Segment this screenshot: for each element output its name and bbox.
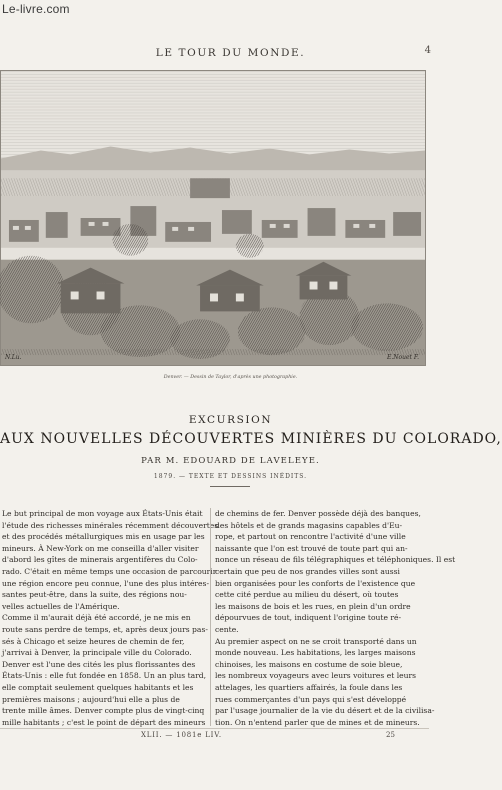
- text-line: monde nouveau. Les habitations, les larges maisons: [215, 648, 416, 658]
- text-column-left: [2, 508, 219, 730]
- engraver-signature: E.Nouet F.: [386, 354, 419, 361]
- text-line: mille habitants ; c'est le point de départ des mineurs: [2, 717, 206, 727]
- text-line: une région encore peu connue, l'une des plus intéres-: [2, 578, 210, 588]
- text-line: rope, et partout on rencontre l'activité d'une ville: [215, 532, 406, 542]
- text-line: trente mille âmes. Denver compte plus de vingt-cinq: [2, 706, 205, 716]
- text-line: des hôtels et de grands magasins capables d'Eu-: [215, 520, 403, 530]
- text-line: rues commerçantes d'un pays qui s'est développé: [215, 694, 407, 704]
- text-line: de chemins de fer. Denver possède déjà des banques,: [215, 509, 421, 518]
- text-line: attelages, les quartiers affairés, la foule dans les: [215, 682, 403, 692]
- running-head: LE TOUR DU MONDE.: [155, 47, 306, 59]
- page-number: 4: [424, 45, 431, 56]
- article-dateline: 1879. — TEXTE ET DESSINS INÉDITS.: [153, 473, 308, 480]
- column-divider: [210, 508, 211, 726]
- text-line: velles actuelles de l'Amérique.: [2, 601, 120, 611]
- street: [1, 248, 425, 262]
- illustration-caption: Denver. — Dessin de Taylor, d'après une photographie.: [163, 375, 298, 380]
- text-line: Comme il m'aurait déjà été accordé, je ne mis en: [2, 613, 191, 623]
- text-line: elle comptait seulement quelques habitants et les: [2, 682, 194, 692]
- text-line: et des procédés métallurgiques mis en usage par les: [2, 532, 205, 542]
- footer-signature-mark: 25: [386, 731, 395, 739]
- text-line: cette cité perdue au milieu du désert, où toutes: [215, 590, 399, 600]
- text-column-right: [215, 508, 456, 730]
- text-line: premières maisons ; aujourd'hui elle a plus de: [2, 694, 180, 704]
- text-line: Le but principal de mon voyage aux États-Unis était: [2, 509, 203, 518]
- text-line: dépourvues de tout, indiquent l'origine toute ré-: [215, 613, 402, 623]
- text-line: sés à Chicago et seize heures de chemin de fer,: [2, 636, 185, 646]
- text-line: l'étude des richesses minérales récemment découvertes: [2, 520, 219, 530]
- title-rule: [210, 486, 250, 487]
- text-line: mineurs. À New-York on me conseilla d'aller visiter: [2, 543, 199, 553]
- text-line: les nombreux voyageurs avec leurs voitures et leurs: [215, 671, 417, 681]
- text-line: route sans perdre de temps, et, après deux jours pas-: [2, 624, 208, 634]
- text-line: santes peut-être, dans la suite, des régions nou-: [2, 590, 187, 600]
- text-line: cente.: [215, 624, 239, 634]
- text-line: naissante que l'on est trouvé de toute part qui an-: [215, 543, 408, 553]
- text-line: j'arrivai à Denver, la principale ville du Colorado.: [2, 648, 192, 658]
- text-line: bien organisées pour les conforts de l'existence que: [215, 578, 416, 588]
- text-line: rado. C'était en même temps une occasion de parcourir: [2, 566, 217, 576]
- text-line: les maisons de bois et les rues, en plein d'un ordre: [215, 601, 411, 611]
- text-line: tion. On n'entend parler que de mines et de mineurs.: [215, 717, 420, 727]
- footer-rule: [0, 728, 429, 729]
- text-line: certain que peu de nos grandes villes sont aussi: [215, 566, 400, 576]
- engraving-illustration: [0, 70, 426, 366]
- text-line: d'abord les gîtes de minerais argentifères du Colo-: [2, 555, 198, 565]
- engraving-drawing: [1, 71, 425, 365]
- watermark: Le-livre.com: [2, 2, 70, 16]
- text-line: chinoises, les maisons en costume de soie bleue,: [215, 659, 403, 669]
- text-line: par l'usage journalier de la vie du désert et de la civilisa-: [215, 706, 435, 716]
- fence: [1, 349, 425, 355]
- text-line: Denver est l'une des cités les plus florissantes des: [2, 659, 196, 669]
- article-byline: PAR M. EDOUARD DE LAVELEYE.: [141, 456, 320, 466]
- text-line: États-Unis : elle fut fondée en 1858. Un an plus tard,: [2, 671, 207, 681]
- text-line: Au premier aspect on ne se croit transporté dans un: [215, 636, 417, 646]
- text-line: nonce un réseau de fils télégraphiques et téléphoniques. Il est: [215, 555, 456, 565]
- footer-volume: XLII. — 1081e LIV.: [141, 731, 222, 739]
- article-title: AUX NOUVELLES DÉCOUVERTES MINIÈRES DU COLORADO,: [0, 431, 502, 447]
- artist-mark: N.Lu.: [5, 354, 22, 361]
- article-kicker: EXCURSION: [188, 414, 273, 426]
